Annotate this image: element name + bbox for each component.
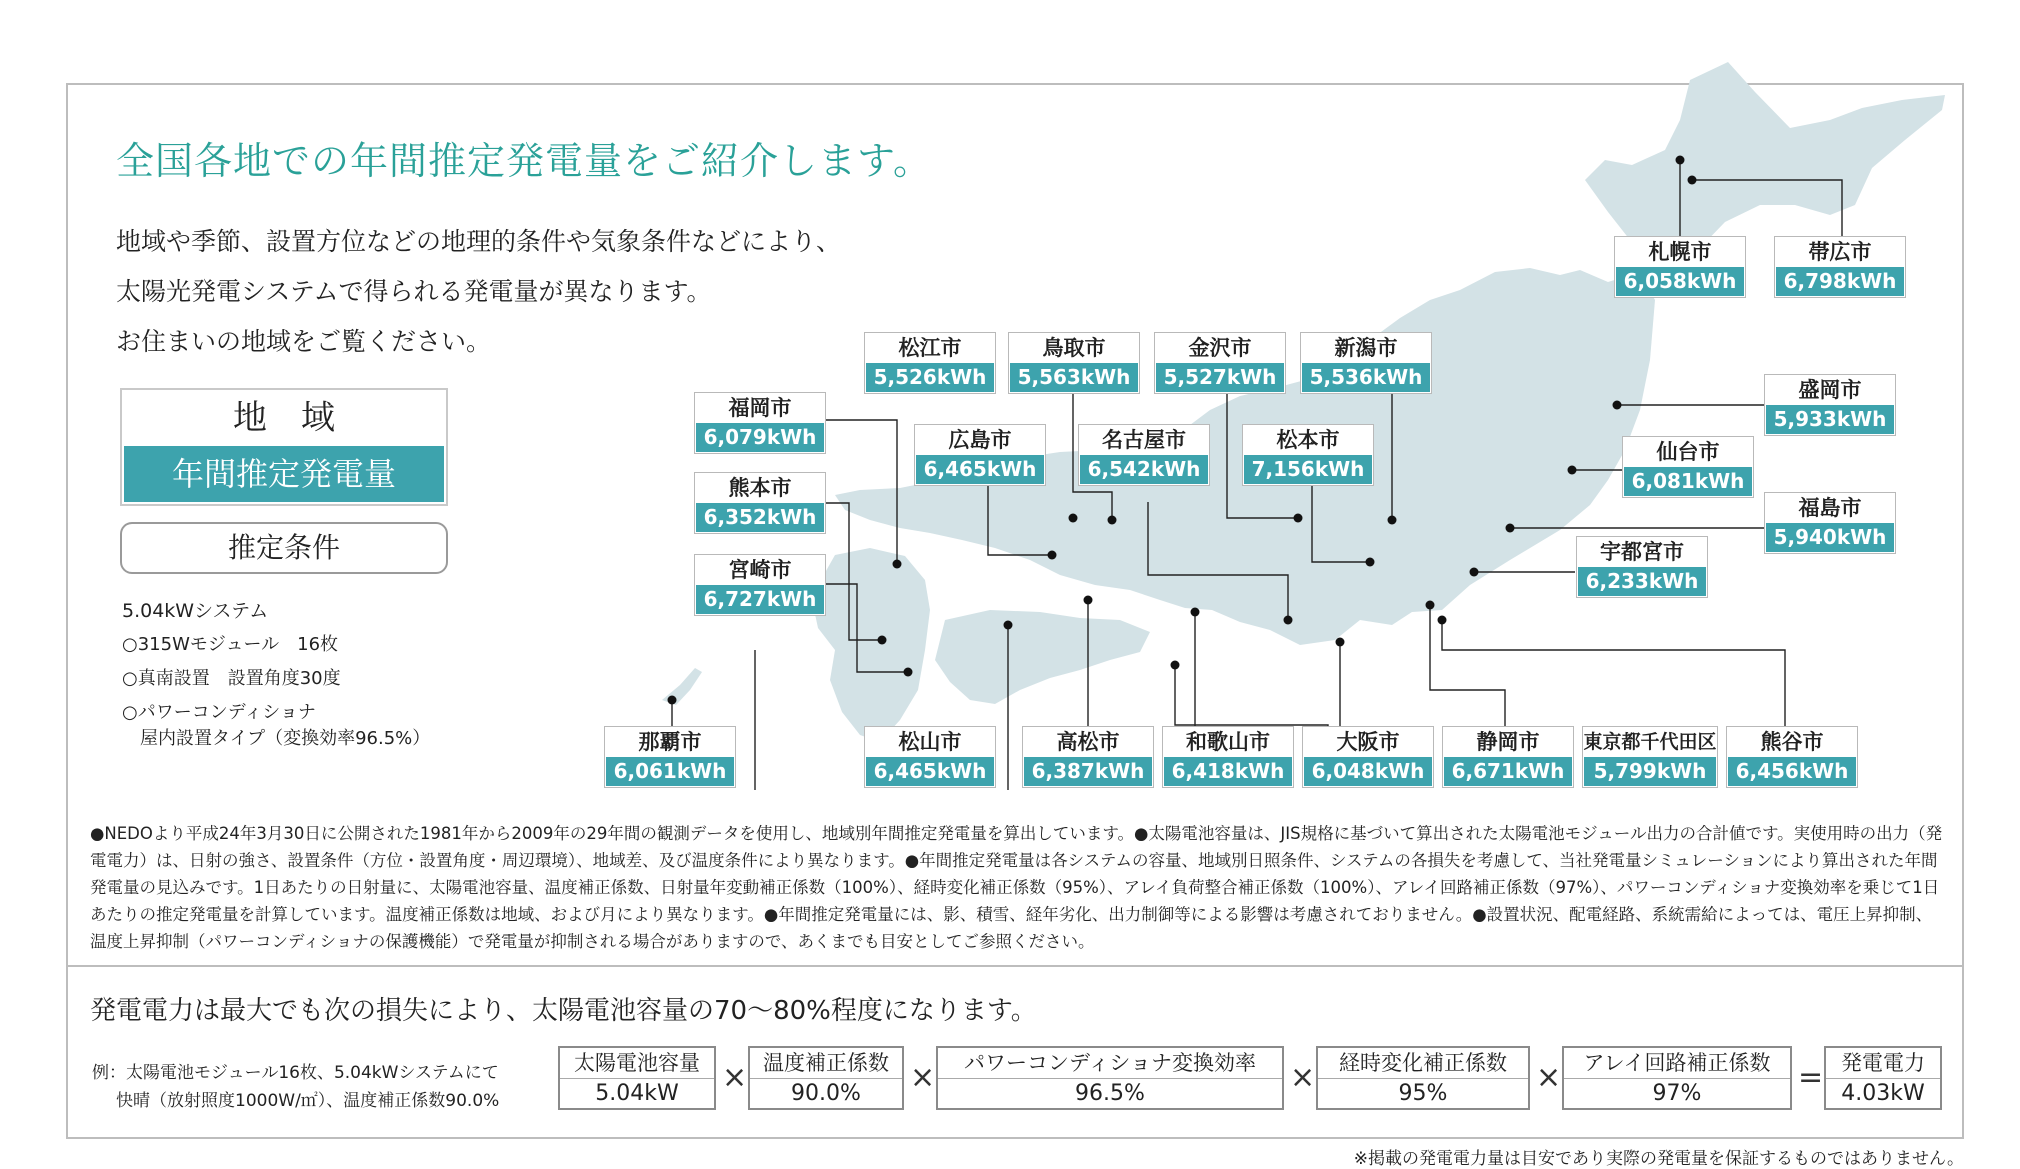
factor-inverter: パワーコンディショナ変換効率 96.5% [936, 1046, 1284, 1110]
city-utsunomiya: 宇都宮市 6,233kWh [1576, 536, 1708, 598]
example-line-1: 例：太陽電池モジュール16枚、5.04kWシステムにて [92, 1063, 499, 1083]
section-divider [66, 965, 1964, 967]
notes-text: ●NEDOより平成24年3月30日に公開された1981年から2009年の29年間の観測データを使用し、地域別年間推定発電量を算出しています。●太陽電池容量は、JIS規格に基づいて算出された太陽電池モジュール出力の合計値です。実使用時の出力（発電電力）は、日射の強さ、設置条件（方位・設置角度・周辺環境）、地域差、及び温度条件により異なります。●年間推定発電量は各システムの容量、地域別日照条件、システムの各損失を考慮して、当社発電量シミュレーションにより算出された年間発電量の見込みです。1日あたりの日射量に、太陽電池容量、温度補正係数、日射量年変動補正係数（100%）、経時変化補正係数（95%）、アレイ負荷整合補正係数（100%）、アレイ回路補正係数（97%）、パワーコンディショナ変換効率を乗じて1日あたりの推定発電量を計算しています。温度補正係数は地域、および月により異なります。●年間推定発電量には、影、積雪、経年劣化、出力制御等による影響は考慮されておりません。●設置状況、配電経路、系統需給によっては、電圧上昇抑制、温度上昇抑制（パワーコンディショナの保護機能）で発電量が抑制される場合がありますので、あくまでも目安としてご参照ください。 [90, 824, 1943, 951]
factor-temperature: 温度補正係数 90.0% [748, 1046, 904, 1110]
spec-orientation: ○真南設置 設置角度30度 [122, 668, 341, 689]
city-niigata: 新潟市 5,536kWh [1300, 332, 1432, 394]
city-miyazaki: 宮崎市 6,727kWh [694, 554, 826, 616]
spec-system: 5.04kWシステム [122, 600, 269, 622]
city-matsumoto: 松本市 7,156kWh [1242, 424, 1374, 486]
city-sapporo: 札幌市 6,058kWh [1614, 236, 1746, 298]
example-line-2: 快晴（放射照度1000W/㎡）、温度補正係数90.0% [116, 1091, 500, 1111]
city-kumamoto: 熊本市 6,352kWh [694, 472, 826, 534]
factor-aging: 経時変化補正係数 95% [1316, 1046, 1530, 1110]
city-hiroshima: 広島市 6,465kWh [914, 424, 1046, 486]
factor-capacity: 太陽電池容量 5.04kW [558, 1046, 716, 1110]
factor-array-circuit: アレイ回路補正係数 97% [1562, 1046, 1792, 1110]
city-fukushima: 福島市 5,940kWh [1764, 492, 1896, 554]
city-fukuoka: 福岡市 6,079kWh [694, 392, 826, 454]
city-matsue: 松江市 5,526kWh [864, 332, 996, 394]
city-kanazawa: 金沢市 5,527kWh [1154, 332, 1286, 394]
city-wakayama: 和歌山市 6,418kWh [1162, 726, 1294, 788]
city-kumagaya: 熊谷市 6,456kWh [1726, 726, 1858, 788]
city-nagoya: 名古屋市 6,542kWh [1078, 424, 1210, 486]
legend-region: 地域 [233, 398, 369, 438]
loss-title: 発電電力は最大でも次の損失により、太陽電池容量の70～80%程度になります。 [90, 996, 1037, 1026]
city-obihiro: 帯広市 6,798kWh [1774, 236, 1906, 298]
page-title: 全国各地での年間推定発電量をご紹介します。 [116, 139, 932, 183]
operator-times-3: × [1290, 1060, 1316, 1095]
intro-line-2: 太陽光発電システムで得られる発電量が異なります。 [116, 277, 712, 306]
intro-line-1: 地域や季節、設置方位などの地理的条件や気象条件などにより、 [116, 227, 842, 256]
city-matsuyama: 松山市 6,465kWh [864, 726, 996, 788]
operator-times-1: × [722, 1060, 748, 1095]
conditions-title: 推定条件 [120, 522, 448, 574]
spec-inverter-type: 屋内設置タイプ（変換効率96.5%） [122, 728, 431, 749]
city-tokyo-chiyoda: 東京都千代田区 5,799kWh [1582, 726, 1718, 788]
spec-inverter: ○パワーコンディショナ [122, 702, 316, 723]
city-osaka: 大阪市 6,048kWh [1302, 726, 1434, 788]
disclaimer: ※掲載の発電電力量は目安であり実際の発電量を保証するものではありません。 [1353, 1149, 1964, 1169]
city-shizuoka: 静岡市 6,671kWh [1442, 726, 1574, 788]
operator-times-4: × [1536, 1060, 1562, 1095]
city-naha: 那覇市 6,061kWh [604, 726, 736, 788]
intro-line-3: お住まいの地域をご覧ください。 [116, 327, 492, 356]
spec-module: ○315Wモジュール 16枚 [122, 634, 339, 655]
legend-annual: 年間推定発電量 [124, 446, 444, 502]
city-morioka: 盛岡市 5,933kWh [1764, 374, 1896, 436]
operator-times-2: × [910, 1060, 936, 1095]
city-sendai: 仙台市 6,081kWh [1622, 436, 1754, 498]
city-tottori: 鳥取市 5,563kWh [1008, 332, 1140, 394]
operator-equals: = [1798, 1060, 1824, 1095]
factor-output: 発電電力 4.03kW [1824, 1046, 1942, 1110]
city-takamatsu: 高松市 6,387kWh [1022, 726, 1154, 788]
